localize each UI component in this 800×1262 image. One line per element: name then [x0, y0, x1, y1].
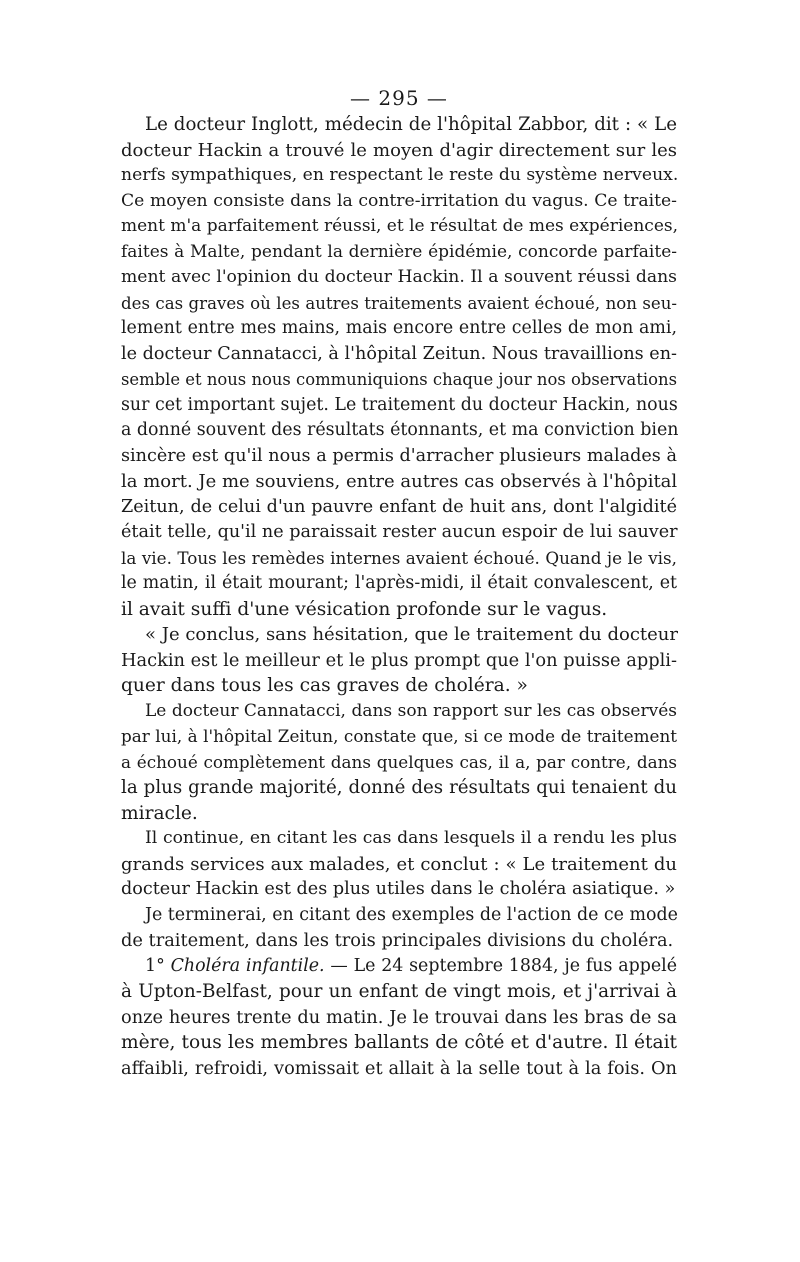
text-line: docteur Hackin a trouvé le moyen d'agir directement sur les: [121, 139, 677, 161]
text-line: était telle, qu'il ne paraissait rester aucun espoir de lui sauver: [121, 522, 678, 542]
text-line: le docteur Cannatacci, à l'hôpital Zeitun. Nous travaillions en-: [121, 343, 677, 364]
section-number: 1°: [145, 955, 171, 976]
text-line: nerfs sympathiques, en respectant le reste du système nerveux.: [121, 165, 679, 185]
text-line: a donné souvent des résultats étonnants, et ma conviction bien: [121, 420, 679, 440]
text-line: de traitement, dans les trois principales divisions du choléra.: [121, 930, 674, 951]
text-line: des cas graves où les autres traitements avaient échoué, non seu-: [121, 293, 677, 313]
text-line: semble et nous nous communiquions chaque jour nos observations: [121, 370, 677, 389]
text-line: faites à Malte, pendant la dernière épidémie, concorde parfaite-: [121, 241, 677, 262]
text-line: a échoué complètement dans quelques cas, il a, par contre, dans: [121, 751, 677, 772]
text-line: Hackin est le meilleur et le plus prompt que l'on puisse appli-: [121, 649, 677, 671]
text-line: Le docteur Inglott, médecin de l'hôpital Zabbor, dit : « Le: [145, 114, 677, 135]
text-line: onze heures trente du matin. Je le trouvai dans les bras de sa: [121, 1006, 677, 1028]
text-line: Zeitun, de celui d'un pauvre enfant de huit ans, dont l'algidité: [121, 496, 677, 517]
text-line: la plus grande majorité, donné des résultats qui tenaient du: [121, 777, 677, 798]
text-line: ment m'a parfaitement réussi, et le résultat de mes expériences,: [121, 216, 679, 236]
text-line: le matin, il était mourant; l'après-midi, il était convalescent, et: [121, 573, 677, 593]
text-line: grands services aux malades, et conclut : « Le traitement du: [121, 853, 677, 875]
text-line: il avait suffi d'une vésication profonde sur le vagus.: [121, 598, 608, 620]
text-line: Il continue, en citant les cas dans lesquels il a rendu les plus: [145, 828, 677, 848]
line-text: — Le 24 septembre 1884, je fus appelé: [324, 955, 677, 976]
text-line: Ce moyen consiste dans la contre-irritation du vagus. Ce traite-: [121, 190, 677, 211]
text-line: Je terminerai, en citant des exemples de l'action de ce mode: [145, 904, 678, 925]
text-line: miracle.: [121, 802, 198, 824]
text-line: sincère est qu'il nous a permis d'arracher plusieurs malades à: [121, 445, 677, 466]
text-line: par lui, à l'hôpital Zeitun, constate que, si ce mode de traitement: [121, 726, 677, 746]
text-line: sur cet important sujet. Le traitement du docteur Hackin, nous: [121, 394, 678, 415]
page-number: — 295 —: [350, 86, 448, 110]
section-heading: Choléra infantile.: [170, 955, 325, 976]
text-line: « Je conclus, sans hésitation, que le traitement du docteur: [145, 624, 678, 645]
text-line: la mort. Je me souviens, entre autres cas observés à l'hôpital: [121, 471, 678, 492]
text-line: lement entre mes mains, mais encore entre celles de mon ami,: [121, 318, 677, 338]
text-line: ment avec l'opinion du docteur Hackin. Il a souvent réussi dans: [121, 267, 677, 287]
text-line: mère, tous les membres ballants de côté et d'autre. Il était: [121, 1032, 677, 1053]
text-line: la vie. Tous les remèdes internes avaient échoué. Quand je le vis,: [121, 547, 677, 568]
text-line: affaibli, refroidi, vomissait et allait à la selle tout à la fois. On: [121, 1057, 677, 1079]
text-line: docteur Hackin est des plus utiles dans le choléra asiatique. »: [121, 879, 676, 899]
text-line: à Upton-Belfast, pour un enfant de vingt mois, et j'arrivai à: [121, 981, 677, 1002]
text-line: Le docteur Cannatacci, dans son rapport sur les cas observés: [145, 700, 677, 721]
page: [121, 84, 677, 1081]
text-body: [121, 112, 677, 1081]
text-line: [121, 954, 677, 980]
text-line: quer dans tous les cas graves de choléra. »: [121, 675, 528, 696]
